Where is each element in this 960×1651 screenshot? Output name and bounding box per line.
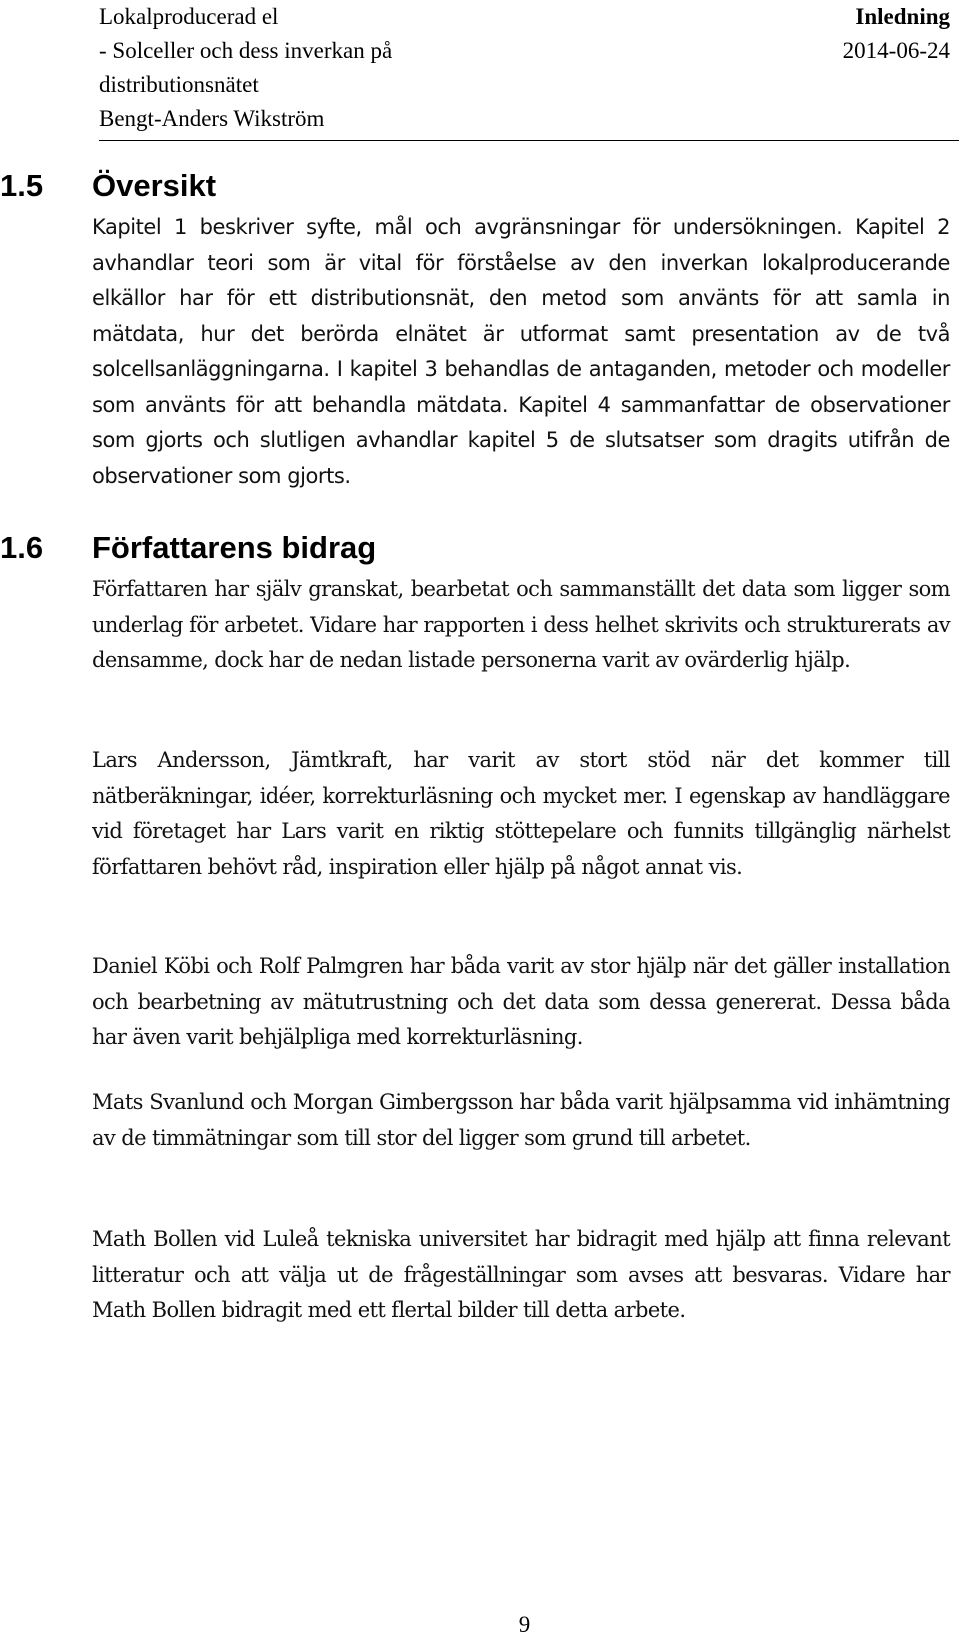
section-title: Översikt [92, 168, 217, 203]
section-heading-overview [0, 168, 216, 204]
contribution-paragraph-2: Lars Andersson, Jämtkraft, har varit av stort stöd när det kommer till nätberäkningar, idéer, korrekturläsning och mycket mer. I egenskap av handläggare vid företaget har Lars varit en riktig stöttepelare och funnits tillgänglig närhelst författaren behövt råd, inspiration eller hjälp på något annat vis. [92, 748, 950, 879]
contribution-paragraph-1: Författaren har själv granskat, bearbetat och sammanställt det data som ligger som underlag för arbetet. Vidare har rapporten i dess helhet skrivits och strukturerats av densamme, dock har de nedan listade personerna varit av ovärderlig hjälp. [92, 577, 950, 672]
header-chapter: Inledning [855, 4, 950, 29]
section-title: Författarens bidrag [92, 530, 377, 565]
header-divider [99, 140, 959, 141]
header-title-line-1: Lokalproducerad el [99, 4, 279, 29]
header-meta [843, 0, 950, 68]
header-title-line-3: distributionsnätet [99, 72, 259, 97]
section-heading-author-contribution [0, 530, 376, 566]
section-number: 1.6 [0, 530, 44, 565]
contribution-paragraph-4: Mats Svanlund och Morgan Gimbergsson har båda varit hjälpsamma vid inhämtning av de timmätningar som till stor del ligger som grund till arbetet. [92, 1090, 950, 1150]
page-header [99, 0, 950, 142]
header-date: 2014-06-24 [842, 38, 950, 63]
contribution-paragraph-3: Daniel Köbi och Rolf Palmgren har båda varit av stor hjälp när det gäller installation och bearbetning av mätutrustning och det data som dessa genererat. Dessa båda har även varit behjälpliga med korrekturläsning. [92, 954, 950, 1049]
header-title-line-2: - Solceller och dess inverkan på [99, 38, 393, 63]
contribution-paragraph-5: Math Bollen vid Luleå tekniska universitet har bidragit med hjälp att finna relevant litteratur och att välja ut de frågeställningar som avses att besvaras. Vidare har Math Bollen bidragit med ett flertal bilder till detta arbete. [92, 1227, 950, 1322]
page-number: 9 [518, 1612, 531, 1637]
header-author: Bengt-Anders Wikström [99, 106, 325, 131]
header-document-info [99, 0, 392, 136]
overview-paragraph: Kapitel 1 beskriver syfte, mål och avgränsningar för undersökningen. Kapitel 2 avhandlar teori som är vital för förståelse av den inverkan lokalproducerande elkällor har för ett distributionsnät, den metod som använts för att samla in mätdata, hur det berörda elnätet är utformat samt presentation av de två solcellsanläggningarna. I kapitel 3 behandlas de antaganden, metoder och modeller som använts för att behandla mätdata. Kapitel 4 sammanfattar de observationer som gjorts och slutligen avhandlar kapitel 5 de slutsatser som dragits utifrån de observationer som gjorts. [92, 215, 950, 488]
section-number: 1.5 [0, 168, 44, 203]
